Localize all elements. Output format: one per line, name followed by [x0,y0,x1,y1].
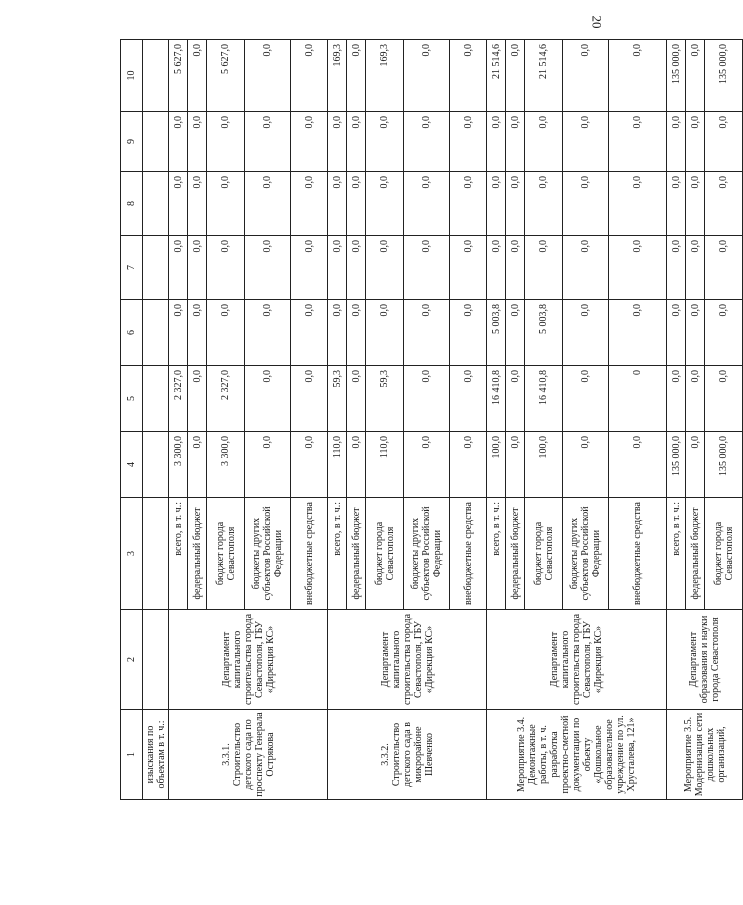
amount-cell: 0,0 [563,432,609,498]
empty-cell [143,498,169,610]
measure-name: Мероприятие 3.4. Демонтажные работы, в т. ч. разработка проектно-сметной документации по объекту «Дошкольное образовательное учреждение по ул. Хрусталева, 121» [487,710,667,800]
empty-cell [143,300,169,366]
amount-cell: 0,0 [609,432,667,498]
amount-cell: 0,0 [404,432,450,498]
amount-cell: 0,0 [525,112,563,172]
column-number-row [121,40,143,800]
amount-cell: 0,0 [506,236,525,300]
amount-cell: 0,0 [487,172,506,236]
amount-cell: 3 300,0 [169,432,188,498]
empty-cell [143,112,169,172]
amount-cell: 0,0 [686,366,705,432]
amount-cell: 21 514,6 [487,40,506,112]
amount-cell: 0,0 [291,300,328,366]
executor: Департамент образования и науки города Севастополя [667,610,743,710]
funding-source: бюджеты других субъектов Российской Федерации [245,498,291,610]
amount-cell: 0,0 [525,236,563,300]
amount-cell: 0,0 [705,112,743,172]
column-number: 1 [121,710,143,800]
amount-cell: 2 327,0 [169,366,188,432]
amount-cell: 0,0 [188,40,207,112]
amount-cell: 0,0 [169,172,188,236]
empty-cell [143,40,169,112]
amount-cell: 0,0 [667,172,686,236]
amount-cell: 0,0 [705,300,743,366]
amount-cell: 135 000,0 [705,40,743,112]
continuation-row [143,40,169,800]
amount-cell: 0,0 [245,300,291,366]
amount-cell: 0,0 [366,300,404,366]
amount-cell: 0,0 [291,112,328,172]
amount-cell: 21 514,6 [525,40,563,112]
amount-cell: 0,0 [347,432,366,498]
amount-cell: 0,0 [667,112,686,172]
amount-cell: 0,0 [347,40,366,112]
column-number: 7 [121,236,143,300]
executor: Департамент капитального строительства города Севастополя, ГБУ «Дирекция КС» [487,610,667,710]
amount-cell: 0,0 [609,40,667,112]
amount-cell: 0,0 [404,112,450,172]
amount-cell: 0,0 [404,172,450,236]
funding-source: федеральный бюджет [347,498,366,610]
amount-cell: 0,0 [328,236,347,300]
amount-cell: 0,0 [506,112,525,172]
amount-cell: 100,0 [487,432,506,498]
measure-name: Мероприятие 3.5. Модернизация сети дошкольных организаций, [667,710,743,800]
table-row [169,40,188,800]
amount-cell: 0,0 [291,432,328,498]
measure-name: 3.3.1. Строительство детского сада по проспекту Генерала Острякова [169,710,328,800]
amount-cell: 100,0 [525,432,563,498]
amount-cell: 0,0 [328,300,347,366]
empty-cell [143,172,169,236]
amount-cell: 0,0 [245,236,291,300]
page-number: 20 [589,15,605,29]
amount-cell: 0,0 [686,40,705,112]
funding-source: всего, в т. ч.: [169,498,188,610]
amount-cell: 0,0 [609,112,667,172]
amount-cell: 0,0 [686,112,705,172]
column-number: 6 [121,300,143,366]
amount-cell: 0,0 [188,300,207,366]
amount-cell: 0,0 [207,172,245,236]
amount-cell: 0,0 [328,172,347,236]
amount-cell: 135 000,0 [705,432,743,498]
amount-cell: 0,0 [705,172,743,236]
amount-cell: 0,0 [245,112,291,172]
amount-cell: 0,0 [404,40,450,112]
amount-cell: 0,0 [609,172,667,236]
amount-cell: 0,0 [563,300,609,366]
funding-source: федеральный бюджет [506,498,525,610]
amount-cell: 59,3 [366,366,404,432]
amount-cell: 0,0 [245,40,291,112]
amount-cell: 0,0 [366,236,404,300]
amount-cell: 0,0 [169,300,188,366]
amount-cell: 0,0 [347,112,366,172]
amount-cell: 0,0 [563,172,609,236]
amount-cell: 5 003,8 [525,300,563,366]
amount-cell: 110,0 [366,432,404,498]
amount-cell: 0,0 [169,112,188,172]
funding-source: всего, в т. ч.: [487,498,506,610]
funding-source: внебюджетные средства [609,498,667,610]
amount-cell: 0,0 [188,112,207,172]
amount-cell: 0,0 [291,172,328,236]
column-number: 3 [121,498,143,610]
funding-source: федеральный бюджет [686,498,705,610]
amount-cell: 0,0 [328,112,347,172]
empty-cell [143,610,169,710]
amount-cell: 0,0 [450,300,487,366]
amount-cell: 0,0 [245,432,291,498]
funding-source: всего, в т. ч.: [667,498,686,610]
funding-source: бюджет города Севастополя [705,498,743,610]
amount-cell: 0,0 [450,40,487,112]
column-number: 10 [121,40,143,112]
amount-cell: 0,0 [563,366,609,432]
amount-cell: 0,0 [563,40,609,112]
amount-cell: 0,0 [366,112,404,172]
column-number: 5 [121,366,143,432]
amount-cell: 0,0 [525,172,563,236]
amount-cell: 0,0 [404,300,450,366]
amount-cell: 3 300,0 [207,432,245,498]
amount-cell: 0,0 [347,300,366,366]
amount-cell: 0,0 [450,172,487,236]
amount-cell: 0,0 [563,236,609,300]
amount-cell: 110,0 [328,432,347,498]
amount-cell: 0,0 [667,300,686,366]
amount-cell: 0,0 [686,236,705,300]
amount-cell: 0,0 [347,236,366,300]
amount-cell: 0,0 [609,300,667,366]
amount-cell: 0,0 [487,112,506,172]
amount-cell: 5 627,0 [207,40,245,112]
column-number: 4 [121,432,143,498]
empty-cell [143,236,169,300]
amount-cell: 0,0 [686,432,705,498]
amount-cell: 0,0 [291,236,328,300]
amount-cell: 0,0 [705,236,743,300]
amount-cell: 0,0 [609,236,667,300]
amount-cell: 0,0 [450,432,487,498]
measure-name: 3.3.2. Строительство детского сада в микрорайоне Шевченко [328,710,487,800]
amount-cell: 169,3 [328,40,347,112]
amount-cell: 5 003,8 [487,300,506,366]
amount-cell: 0,0 [563,112,609,172]
amount-cell: 0,0 [404,366,450,432]
amount-cell: 0,0 [188,432,207,498]
amount-cell: 0,0 [450,366,487,432]
budget-table [120,39,743,800]
amount-cell: 0,0 [487,236,506,300]
amount-cell: 0,0 [169,236,188,300]
amount-cell: 0,0 [207,112,245,172]
amount-cell: 0,0 [686,172,705,236]
funding-source: внебюджетные средства [291,498,328,610]
amount-cell: 59,3 [328,366,347,432]
amount-cell: 0,0 [450,112,487,172]
funding-source: федеральный бюджет [188,498,207,610]
column-number: 8 [121,172,143,236]
empty-cell [143,432,169,498]
amount-cell: 0,0 [366,172,404,236]
amount-cell: 0,0 [506,172,525,236]
amount-cell: 2 327,0 [207,366,245,432]
amount-cell: 0,0 [291,40,328,112]
amount-cell: 0,0 [686,300,705,366]
empty-cell [143,366,169,432]
funding-source: внебюджетные средства [450,498,487,610]
executor: Департамент капитального строительства города Севастополя, ГБУ «Дирекция КС» [169,610,328,710]
amount-cell: 0,0 [450,236,487,300]
amount-cell: 0,0 [347,172,366,236]
amount-cell: 0,0 [705,366,743,432]
amount-cell: 0,0 [188,236,207,300]
amount-cell: 0,0 [207,300,245,366]
table-row [667,40,686,800]
funding-source: бюджет города Севастополя [525,498,563,610]
continuation-label: изыскания по объектам в т. ч.: [143,710,169,800]
amount-cell: 16 410,8 [525,366,563,432]
amount-cell: 0,0 [506,40,525,112]
funding-source: бюджет города Севастополя [207,498,245,610]
amount-cell: 0,0 [245,366,291,432]
amount-cell: 169,3 [366,40,404,112]
amount-cell: 0,0 [245,172,291,236]
amount-cell: 0,0 [347,366,366,432]
amount-cell: 135 000,0 [667,40,686,112]
funding-source: бюджеты других субъектов Российской Федерации [563,498,609,610]
amount-cell: 0,0 [667,366,686,432]
amount-cell: 0,0 [188,366,207,432]
amount-cell: 135 000,0 [667,432,686,498]
amount-cell: 0,0 [404,236,450,300]
amount-cell: 0,0 [291,366,328,432]
funding-source: бюджеты других субъектов Российской Федерации [404,498,450,610]
amount-cell: 0,0 [506,432,525,498]
funding-source: бюджет города Севастополя [366,498,404,610]
column-number: 2 [121,610,143,710]
amount-cell: 0,0 [506,366,525,432]
rotated-table-wrapper [120,40,735,800]
amount-cell: 0,0 [506,300,525,366]
amount-cell: 5 627,0 [169,40,188,112]
amount-cell: 16 410,8 [487,366,506,432]
table-row [328,40,347,800]
executor: Департамент капитального строительства города Севастополя, ГБУ «Дирекция КС» [328,610,487,710]
amount-cell: 0,0 [207,236,245,300]
amount-cell: 0,0 [667,236,686,300]
amount-cell: 0 [609,366,667,432]
column-number: 9 [121,112,143,172]
funding-source: всего, в т. ч.: [328,498,347,610]
table-row [487,40,506,800]
amount-cell: 0,0 [188,172,207,236]
